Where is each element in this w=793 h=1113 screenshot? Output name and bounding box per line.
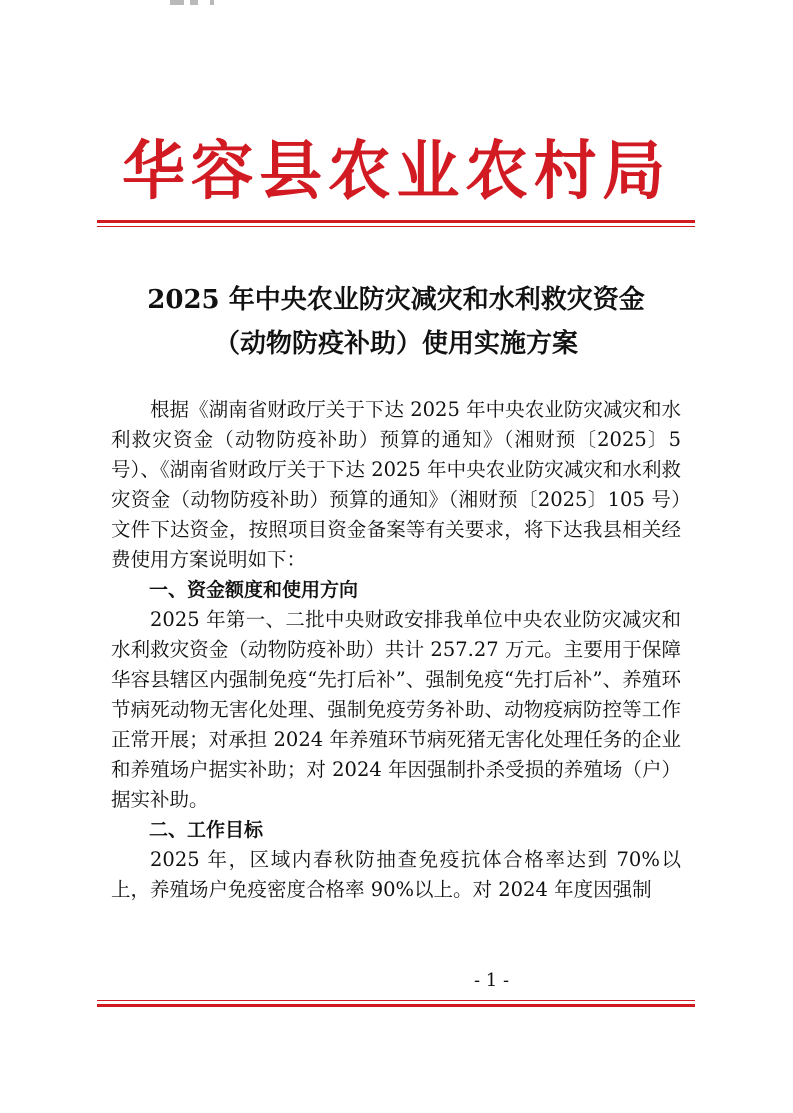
document-body [111, 395, 681, 905]
letterhead-rule-thin [97, 226, 695, 227]
paragraph-funding: 2025 年第一、二批中央财政安排我单位中央农业防灾减灾和水利救灾资金（动物防疫补助）共计 257.27 万元。主要用于保障华容县辖区内强制免疫“先打后补”、强制免疫“先打后补”、养殖环节病死动物无害化处理、强制免疫劳务补助、动物疫病防控等工作正常开展；对承担 2024 年养殖环节病死猪无害化处理任务的企业和养殖场户据实补助；对 2024 年因强制扑杀受损的养殖场（户）据实补助。 [111, 608, 681, 811]
section-heading-1: 一、资金额度和使用方向 [149, 579, 359, 601]
document-title [97, 278, 695, 366]
paragraph-goals: 2025 年，区域内春秋防抽查免疫抗体合格率达到 70%以上，养殖场户免疫密度合格率 90%以上。对 2024 年度因强制 [111, 848, 681, 901]
footer-rule-thick [97, 1004, 695, 1007]
scan-artifact [170, 0, 230, 6]
title-line-2: （动物防疫补助）使用实施方案 [213, 329, 578, 359]
title-line-1: 2025 年中央农业防灾减灾和水利救灾资金 [147, 285, 645, 315]
footer-rule-thin [97, 1000, 695, 1001]
page-number: - 1 - [473, 970, 510, 991]
paragraph-intro: 根据《湖南省财政厅关于下达 2025 年中央农业防灾减灾和水利救灾资金（动物防疫补助）预算的通知》（湘财预〔2025〕5 号）、《湖南省财政厅关于下达 2025 年中央农业防灾减灾和水利救灾资金（动物防疫补助）预算的通知》（湘财预〔2025〕105 号）文件下达资金，按照项目资金备案等有关要求，将下达我县相关经费使用方案说明如下： [111, 398, 681, 571]
letterhead-rule-thick [97, 220, 695, 223]
letterhead-org-name: 华容县农业农村局 [122, 135, 671, 209]
section-heading-2: 二、工作目标 [149, 819, 264, 841]
